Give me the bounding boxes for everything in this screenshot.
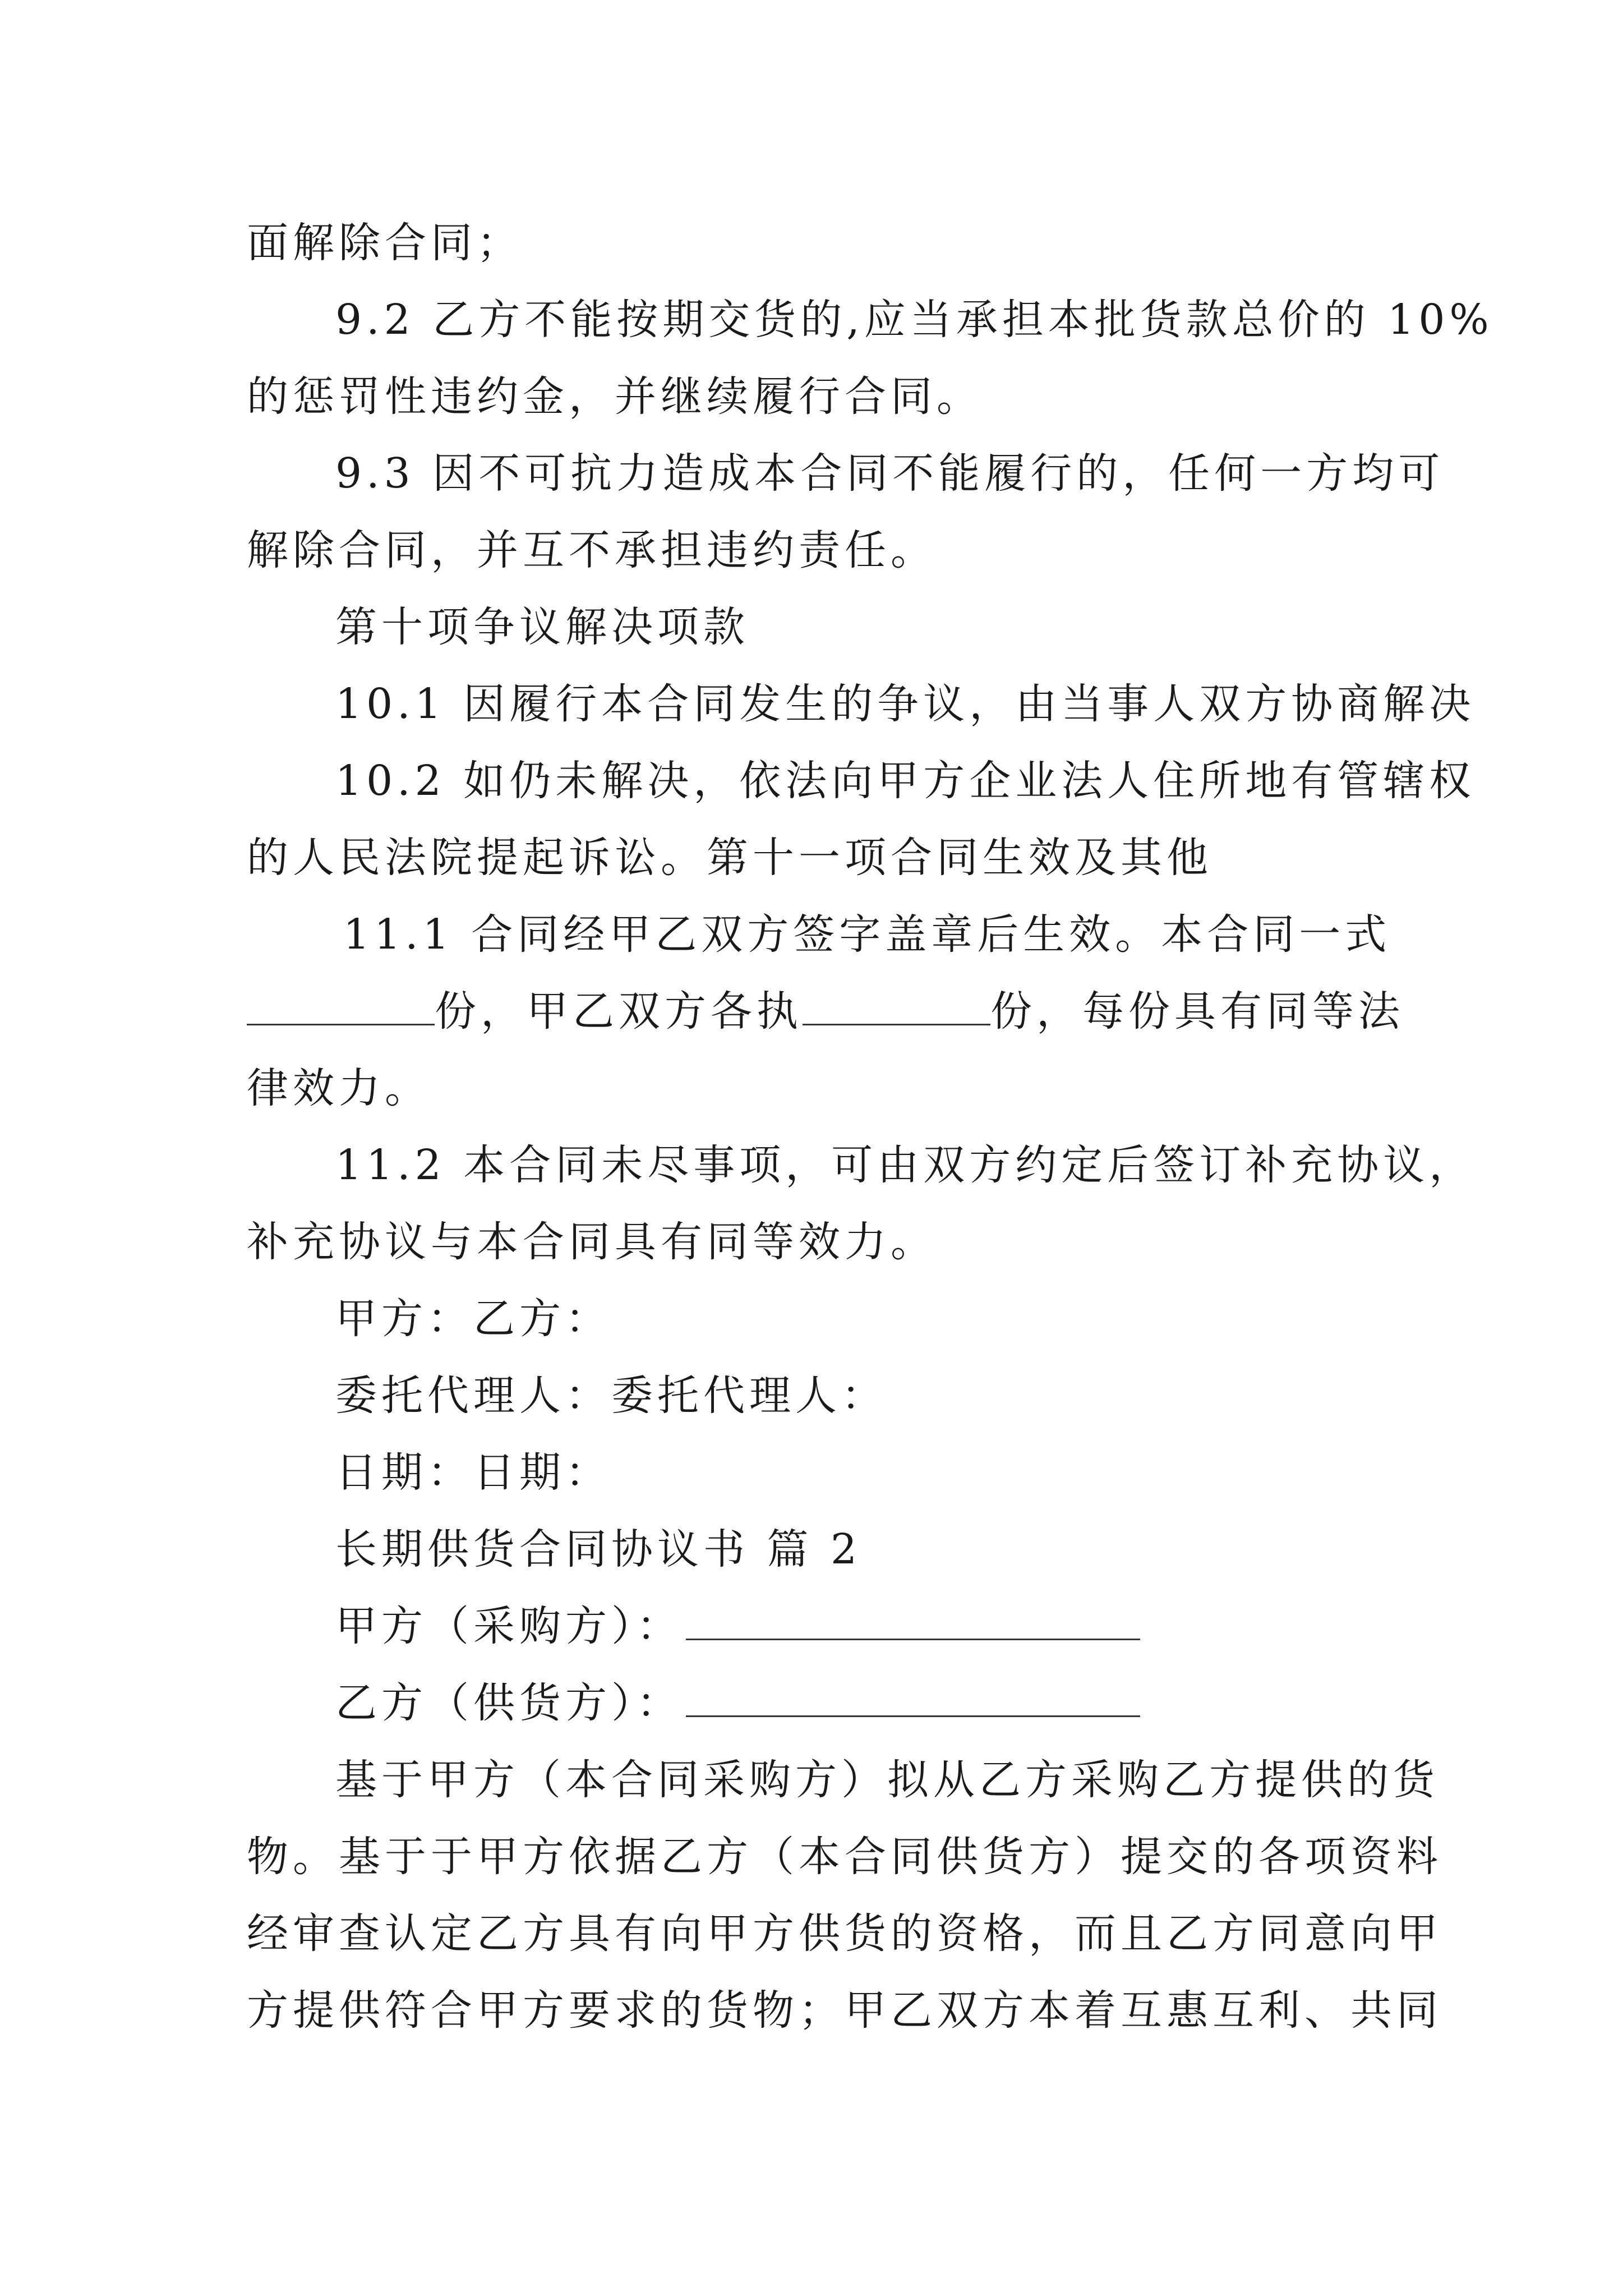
section-title-part-2: 长期供货合同协议书 篇 2 <box>335 1525 862 1573</box>
preamble-line: 物。基于于甲方依据乙方（本合同供货方）提交的各项资料 <box>247 1833 1442 1881</box>
document-body <box>247 205 1493 2049</box>
clause-9-2: 9.2 乙方不能按期交货的,应当承担本批货款总价的 10% <box>335 296 1493 344</box>
party-b-line <box>247 1665 1391 1742</box>
section-heading-10: 第十项争议解决项款 <box>335 603 749 651</box>
preamble-line: 方提供符合甲方要求的货物；甲乙双方本着互惠互利、共同 <box>247 1986 1442 2035</box>
party-b-label: 乙方（供货方）： <box>335 1679 683 1727</box>
party-a-blank <box>686 1597 1140 1640</box>
clause-10-2: 10.2 如仍未解决，依法向甲方企业法人住所地有管辖权 <box>335 757 1476 805</box>
clause-10-1: 10.1 因履行本合同发生的争议，由当事人双方协商解决 <box>335 680 1476 728</box>
text-line: 补充协议与本合同具有同等效力。 <box>247 1218 937 1266</box>
text-line: 面解除合同； <box>247 219 523 267</box>
copies-line <box>247 973 1404 1050</box>
text-line: 的惩罚性违约金，并继续履行合同。 <box>247 372 983 421</box>
party-a-line <box>247 1588 1391 1665</box>
party-signature-line: 甲方：乙方： <box>335 1295 611 1343</box>
party-b-blank <box>686 1674 1140 1717</box>
preamble-line: 经审查认定乙方具有向甲方供货的资格，而且乙方同意向甲 <box>247 1910 1442 1958</box>
clause-11-2: 11.2 本合同未尽事项，可由双方约定后签订补充协议， <box>335 1141 1476 1189</box>
agent-signature-line: 委托代理人：委托代理人： <box>335 1372 887 1420</box>
clause-11-1: 11.1 合同经甲乙双方签字盖章后生效。本合同一式 <box>343 910 1391 959</box>
copies-total-blank <box>247 982 435 1025</box>
text-line: 律效力。 <box>247 1064 431 1112</box>
text-line: 解除合同，并互不承担违约责任。 <box>247 526 937 574</box>
copies-each-blank <box>803 982 990 1025</box>
text-line: 的人民法院提起诉讼。第十一项合同生效及其他 <box>247 834 1212 882</box>
party-a-label: 甲方（采购方）： <box>335 1602 683 1650</box>
copies-text-end: 份，每份具有同等法 <box>990 987 1404 1036</box>
clause-9-3: 9.3 因不可抗力造成本合同不能履行的，任何一方均可 <box>335 449 1445 498</box>
copies-text: 份，甲乙双方各执 <box>435 987 803 1036</box>
date-line: 日期：日期： <box>335 1448 611 1497</box>
preamble-line: 基于甲方（本合同采购方）拟从乙方采购乙方提供的货 <box>335 1756 1439 1804</box>
